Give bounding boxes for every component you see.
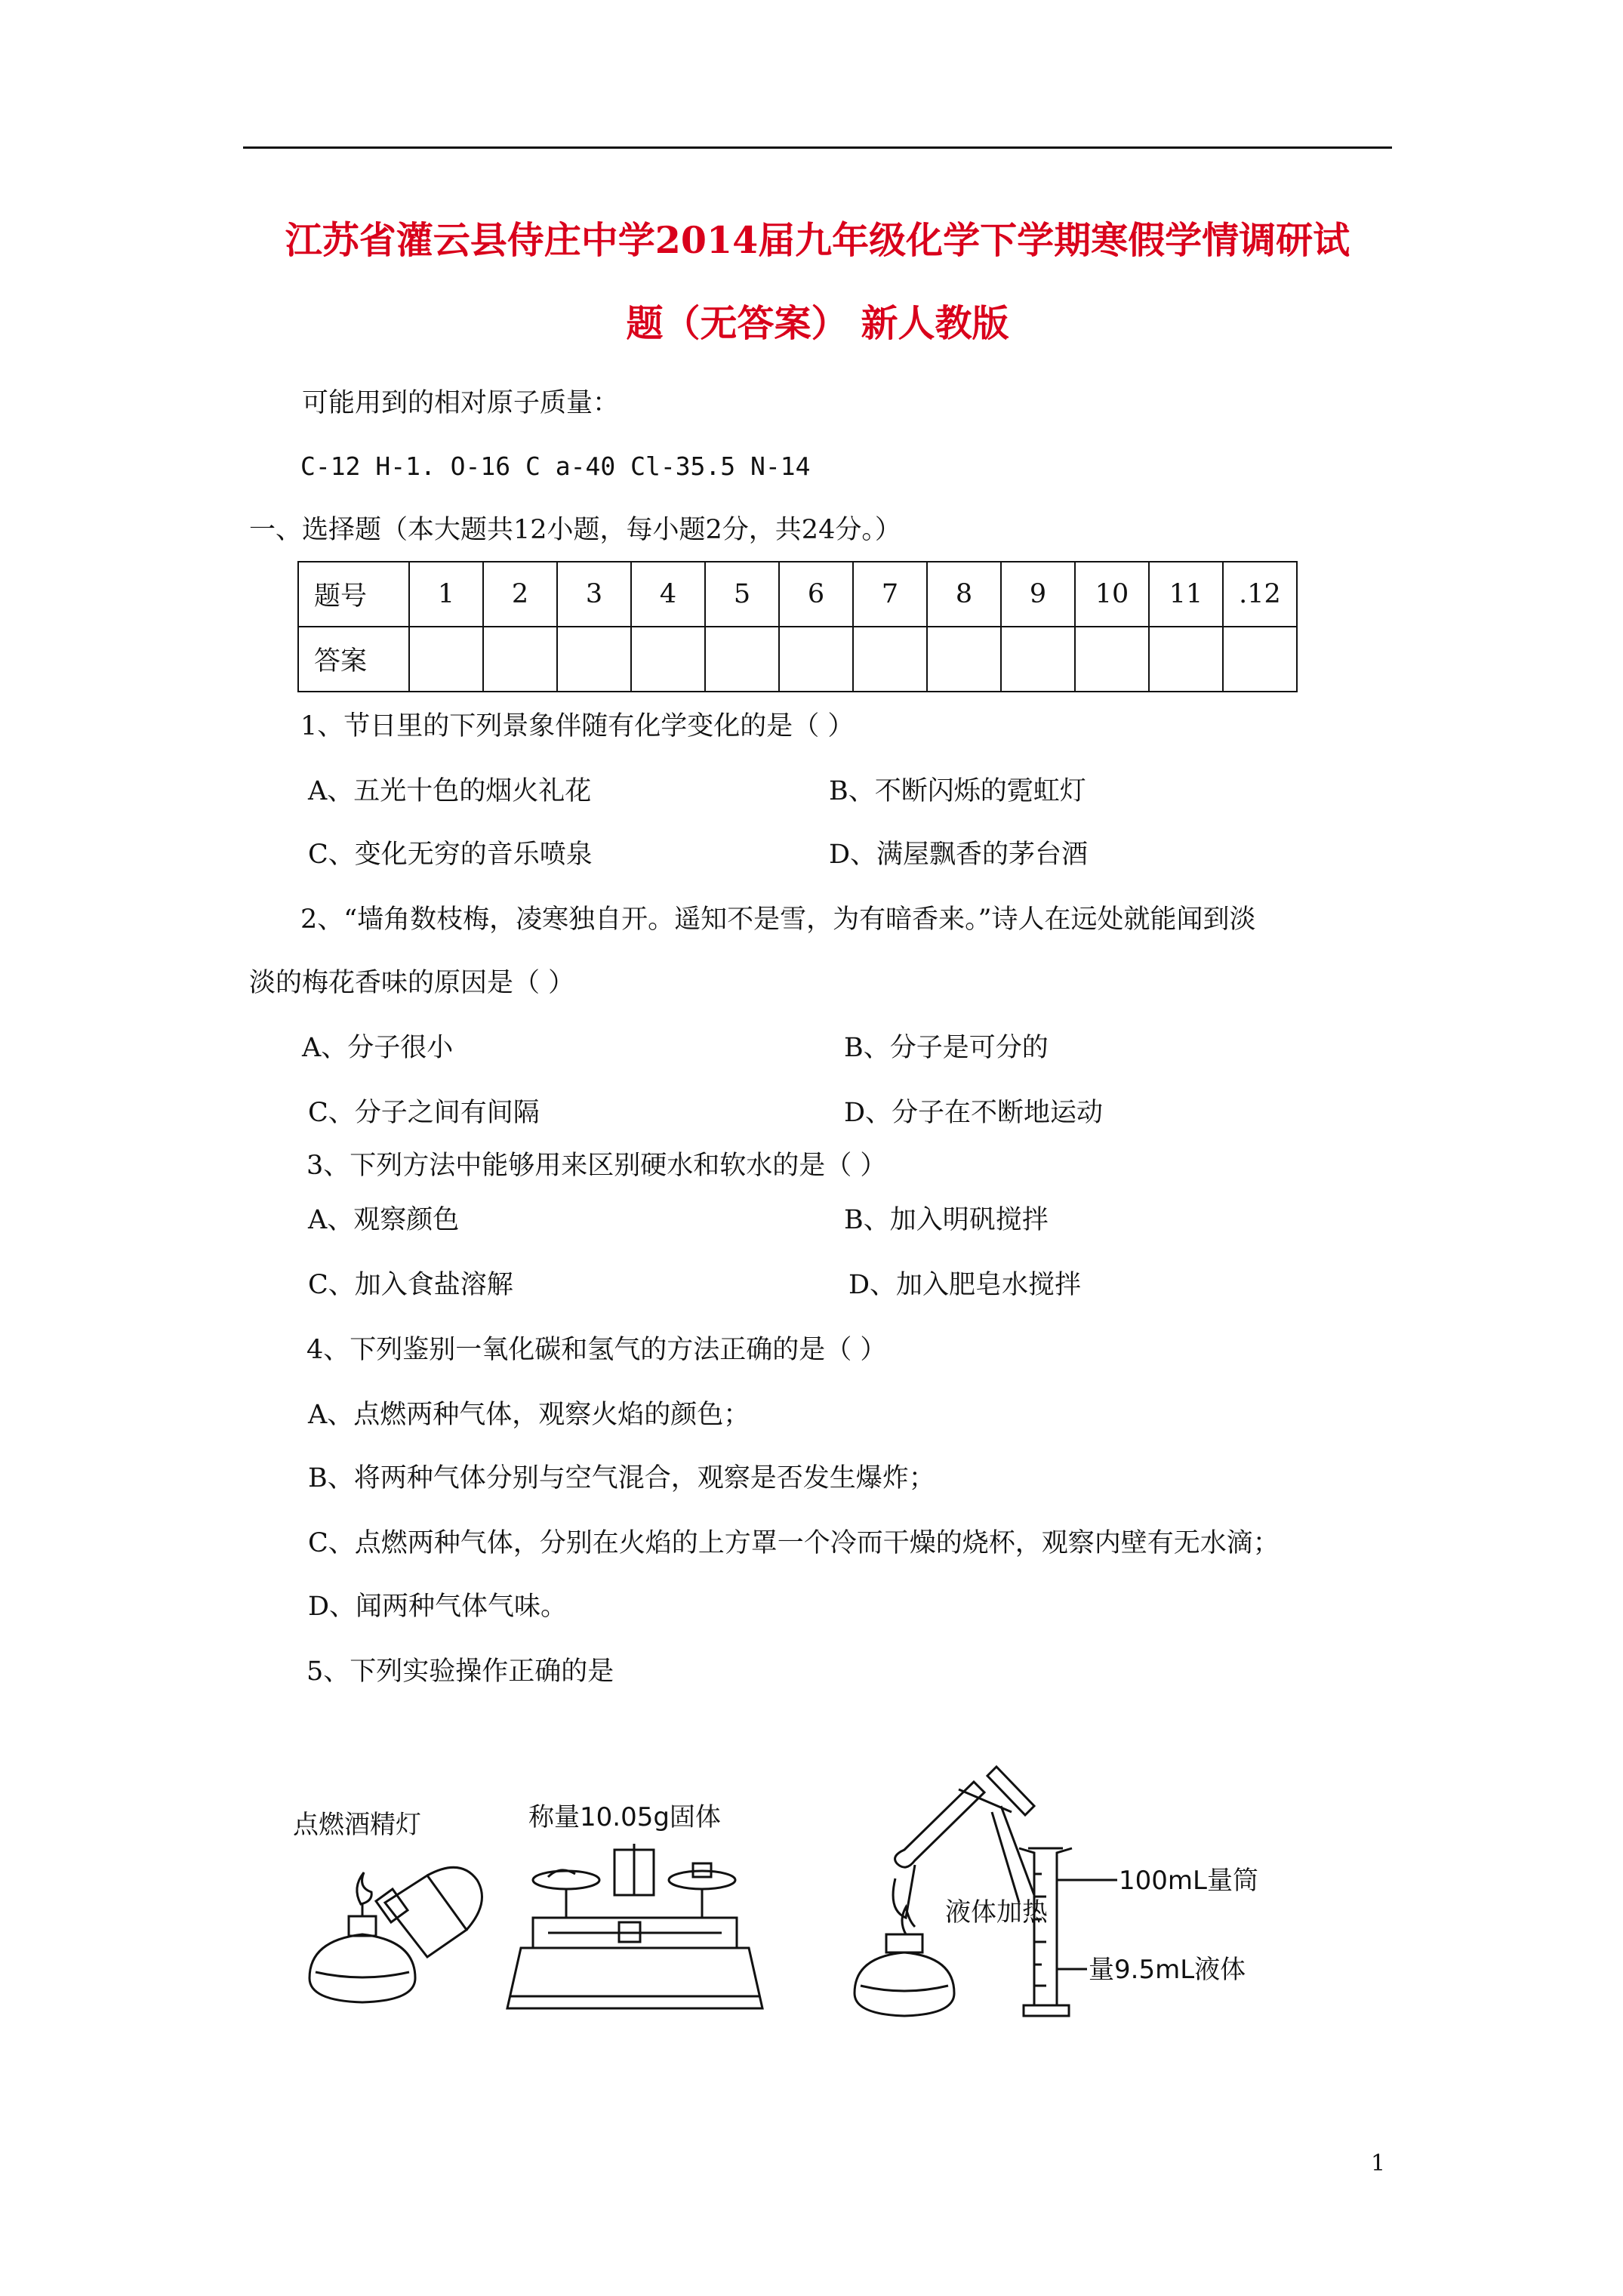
section-heading: 一、选择题（本大题共12小题，每小题2分，共24分。） [249, 515, 901, 545]
question-1-option-c: C、变化无穷的音乐喷泉 [308, 840, 593, 870]
table-number-cell: .12 [1223, 562, 1297, 627]
answer-cell[interactable] [1149, 627, 1223, 692]
figure-heat-liquid [855, 1767, 1049, 2016]
answer-cell[interactable] [1223, 627, 1297, 692]
lab-operations-figure [279, 1759, 1276, 2046]
table-number-cell: 11 [1149, 562, 1223, 627]
answer-cell[interactable] [853, 627, 927, 692]
table-number-cell: 6 [779, 562, 853, 627]
table-number-cell: 9 [1001, 562, 1075, 627]
answer-cell[interactable] [1001, 627, 1075, 692]
question-2-option-d: D、分子在不断地运动 [844, 1098, 1104, 1128]
table-number-cell: 5 [705, 562, 779, 627]
question-1-stem: 1、节日里的下列景象伴随有化学变化的是（ ） [300, 711, 855, 741]
table-number-cell: 4 [631, 562, 705, 627]
table-number-cell: 1 [409, 562, 483, 627]
table-number-cell: 3 [557, 562, 631, 627]
answer-cell[interactable] [409, 627, 483, 692]
table-number-cell: 7 [853, 562, 927, 627]
figure-light-alcohol-lamp [293, 1810, 482, 2002]
figure-balance [507, 1802, 762, 2008]
question-4-option-b: B、将两种气体分别与空气混合，观察是否发生爆炸； [308, 1463, 935, 1493]
answer-table-row-numbers [298, 562, 1297, 627]
table-header-label: 题号 [298, 562, 409, 627]
question-4-stem: 4、下列鉴别一氧化碳和氢气的方法正确的是（ ） [306, 1335, 887, 1365]
question-3-option-b: B、加入明矾搅拌 [844, 1205, 1049, 1235]
question-5-stem: 5、下列实验操作正确的是 [306, 1657, 614, 1687]
answer-cell[interactable] [779, 627, 853, 692]
atomic-mass-heading: 可能用到的相对原子质量： [302, 388, 620, 418]
figure-1-label: 点燃酒精灯 [293, 1810, 421, 1840]
answer-cell[interactable] [1075, 627, 1149, 692]
atomic-mass-values: C-12 H-1. O-16 C a-40 Cl-35.5 N-14 [300, 451, 811, 481]
figure-2-label: 称量10.05g固体 [528, 1802, 721, 1832]
question-1-option-d: D、满屋飘香的茅台酒 [829, 840, 1089, 870]
question-4-option-c: C、点燃两种气体，分别在火焰的上方罩一个冷而干燥的烧杯，观察内壁有无水滴； [308, 1528, 1280, 1558]
question-3-option-a: A、观察颜色 [308, 1205, 460, 1235]
table-number-cell: 10 [1075, 562, 1149, 627]
question-4-option-a: A、点燃两种气体，观察火焰的颜色； [308, 1400, 750, 1430]
question-1-option-b: B、不断闪烁的霓虹灯 [829, 776, 1086, 806]
page-title-line2: 题（无答案） 新人教版 [626, 301, 1009, 345]
answer-table [297, 561, 1298, 692]
figure-3-label: 液体加热 [945, 1897, 1048, 1928]
question-2-option-b: B、分子是可分的 [844, 1033, 1049, 1063]
table-number-cell: 8 [927, 562, 1001, 627]
table-number-cell: 2 [483, 562, 557, 627]
question-3-option-c: C、加入食盐溶解 [308, 1270, 513, 1300]
question-1-option-a: A、五光十色的烟火礼花 [308, 776, 592, 806]
question-4-option-d: D、闻两种气体气味。 [308, 1592, 568, 1622]
question-3-stem: 3、下列方法中能够用来区别硬水和软水的是（ ） [306, 1151, 887, 1181]
answer-cell[interactable] [557, 627, 631, 692]
question-2-stem-line1: 2、“墙角数枝梅，凌寒独自开。遥知不是雪，为有暗香来。”诗人在远处就能闻到淡 [300, 905, 1256, 935]
question-3-option-d: D、加入肥皂水搅拌 [848, 1270, 1082, 1300]
page-number: 1 [1371, 2150, 1386, 2177]
answer-cell[interactable] [705, 627, 779, 692]
answer-cell[interactable] [631, 627, 705, 692]
figure-graduated-cylinder [1019, 1848, 1258, 2016]
figure-4-label-cylinder: 100mL量筒 [1119, 1866, 1258, 1896]
question-2-option-a: A、分子很小 [302, 1033, 454, 1063]
page-title-line1: 江苏省灌云县侍庄中学2014届九年级化学下学期寒假学情调研试 [285, 218, 1350, 262]
answer-table-row-answers [298, 627, 1297, 692]
table-answer-label: 答案 [298, 627, 409, 692]
figure-4-label-volume: 量9.5mL液体 [1089, 1955, 1246, 1985]
question-2-stem-line2: 淡的梅花香味的原因是（ ） [249, 968, 575, 998]
question-2-option-c: C、分子之间有间隔 [308, 1098, 540, 1128]
answer-cell[interactable] [483, 627, 557, 692]
answer-cell[interactable] [927, 627, 1001, 692]
header-rule [243, 146, 1392, 149]
